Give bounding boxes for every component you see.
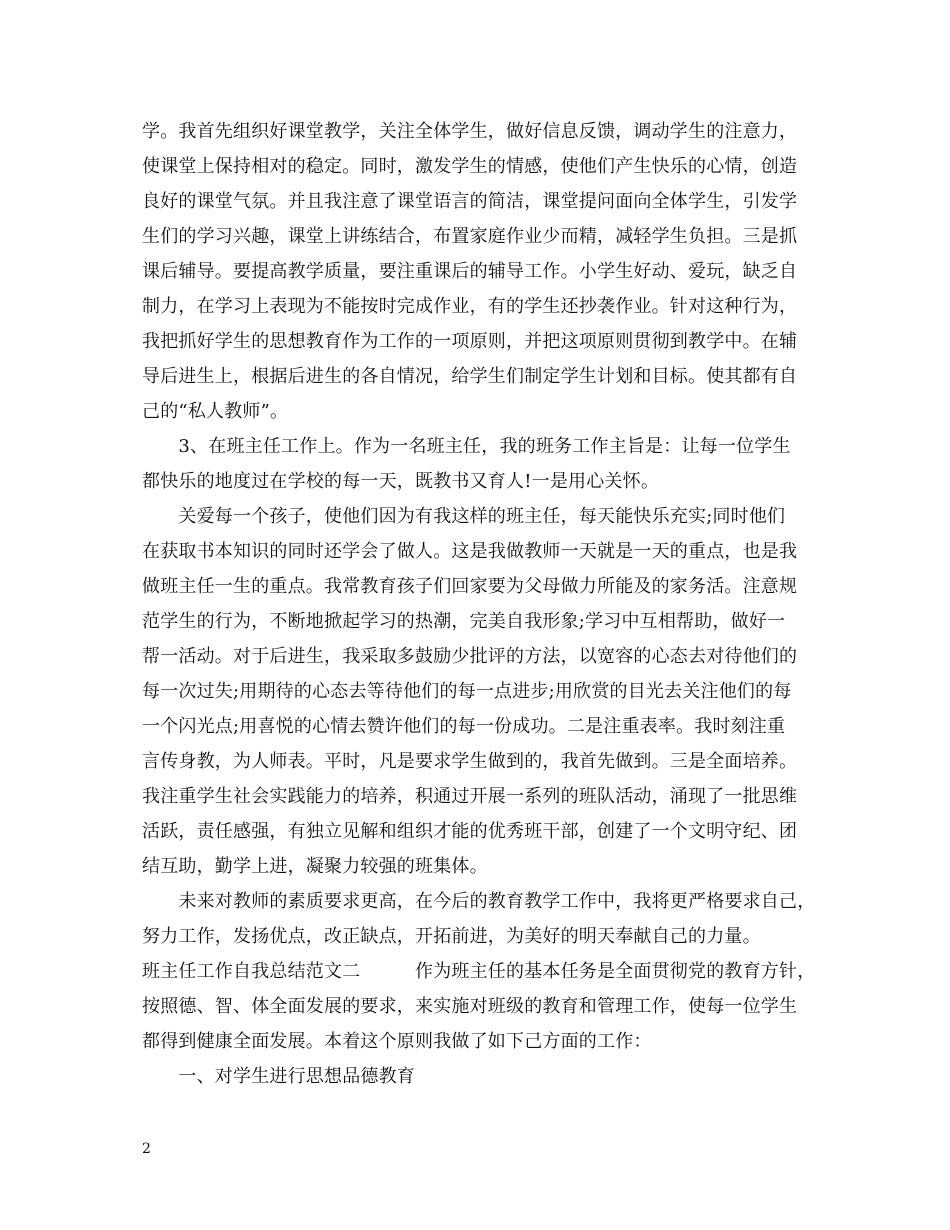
text-line: 学。我首先组织好课堂教学，关注全体学生，做好信息反馈，调动学生的注意力， <box>142 121 798 142</box>
text-line: 我注重学生社会实践能力的培养，积通过开展一系列的班队活动，涌现了一批思维 <box>142 786 798 807</box>
page-number: 2 <box>142 1141 151 1157</box>
text-line: 关爱每一个孩子，使他们因为有我这样的班主任，每天能快乐充实;同时他们 <box>142 506 786 527</box>
text-line: 都快乐的地度过在学校的每一天，既教书又育人!一是用心关怀。 <box>142 471 660 492</box>
text-line: 3、在班主任工作上。作为一名班主任，我的班务工作主旨是：让每一位学生 <box>142 436 791 457</box>
text-line: 导后进生上，根据后进生的各自情况，给学生们制定学生计划和目标。使其都有自 <box>142 366 798 387</box>
text-line: 在获取书本知识的同时还学会了做人。这是我做教师一天就是一天的重点，也是我 <box>142 541 798 562</box>
section-heading: 一、对学生进行思想品德教育 <box>142 1066 415 1087</box>
page-body <box>142 118 822 1098</box>
text-line: 己的“私人教师”。 <box>142 401 289 422</box>
text-line: 做班主任一生的重点。我常教育孩子们回家要为父母做力所能及的家务活。注意规 <box>142 576 798 597</box>
text-line: 一个闪光点;用喜悦的心情去赞许他们的每一份成功。二是注重表率。我时刻注重 <box>142 716 786 737</box>
text-line: 未来对教师的素质要求更高，在今后的教育教学工作中，我将更严格要求自己， <box>142 891 816 912</box>
text-line: 良好的课堂气氛。并且我注意了课堂语言的简洁，课堂提问面向全体学生，引发学 <box>142 191 798 212</box>
text-line: 结互助，勤学上进，凝聚力较强的班集体。 <box>142 856 488 877</box>
text-line: 言传身教，为人师表。平时，凡是要求学生做到的，我首先做到。三是全面培养。 <box>142 751 798 772</box>
text-line: 活跃，责任感强，有独立见解和组织才能的优秀班干部，创建了一个文明守纪、团 <box>142 821 798 842</box>
text-line: 我把抓好学生的思想教育作为工作的一项原则，并把这项原则贯彻到教学中。在辅 <box>142 331 798 352</box>
text-line: 制力，在学习上表现为不能按时完成作业，有的学生还抄袭作业。针对这种行为， <box>142 296 798 317</box>
text-line: 课后辅导。要提高教学质量，要注重课后的辅导工作。小学生好动、爱玩，缺乏自 <box>142 261 798 282</box>
text-line: 每一次过失;用期待的心态去等待他们的每一点进步;用欣赏的目光去关注他们的每 <box>142 681 792 702</box>
text-line: 班主任工作自我总结范文二 作为班主任的基本任务是全面贯彻党的教育方针， <box>142 961 816 982</box>
text-line: 按照德、智、体全面发展的要求，来实施对班级的教育和管理工作，使每一位学生 <box>142 996 798 1017</box>
text-line: 都得到健康全面发展。本着这个原则我做了如下己方面的工作： <box>142 1031 652 1052</box>
text-line: 使课堂上保持相对的稳定。同时，激发学生的情感，使他们产生快乐的心情，创造 <box>142 156 798 177</box>
text-line: 帮一活动。对于后进生，我采取多鼓励少批评的方法，以宽容的心态去对待他们的 <box>142 646 798 667</box>
text-line: 范学生的行为，不断地掀起学习的热潮，完美自我形象;学习中互相帮助，做好一 <box>142 611 786 632</box>
text-line: 努力工作，发扬优点，改正缺点，开拓前进，为美好的明天奉献自己的力量。 <box>142 926 761 947</box>
text-line: 生们的学习兴趣，课堂上讲练结合，布置家庭作业少而精，减轻学生负担。三是抓 <box>142 226 798 247</box>
